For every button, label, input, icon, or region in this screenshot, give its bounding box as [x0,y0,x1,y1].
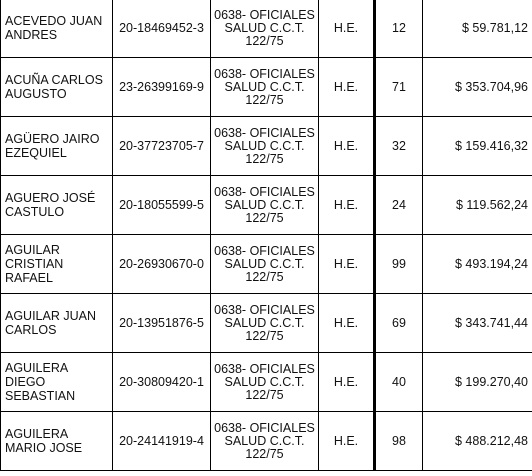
amount: $ 343.741,44 [423,294,532,353]
hours-quantity: 71 [375,58,423,117]
concept-type: H.E. [319,235,375,294]
employee-cuit: 20-13951876-5 [113,294,211,353]
table-row [1,353,532,412]
amount: $ 199.270,40 [423,353,532,412]
employee-cuit: 20-30809420-1 [113,353,211,412]
hours-quantity: 32 [375,117,423,176]
amount: $ 59.781,12 [423,0,532,58]
hours-quantity: 99 [375,235,423,294]
employee-category: 0638- OFICIALES SALUD C.C.T. 122/75 [211,412,319,471]
amount: $ 488.212,48 [423,412,532,471]
table-row [1,176,532,235]
employee-category: 0638- OFICIALES SALUD C.C.T. 122/75 [211,117,319,176]
hours-quantity: 98 [375,412,423,471]
employee-name: AGUILAR CRISTIAN RAFAEL [1,235,113,294]
employee-cuit: 20-18055599-5 [113,176,211,235]
employee-category: 0638- OFICIALES SALUD C.C.T. 122/75 [211,353,319,412]
employee-cuit: 20-24141919-4 [113,412,211,471]
table-row [1,0,532,58]
concept-type: H.E. [319,294,375,353]
employee-cuit: 20-18469452-3 [113,0,211,58]
employee-name: AGUILERA DIEGO SEBASTIAN [1,353,113,412]
employee-cuit: 23-26399169-9 [113,58,211,117]
employee-cuit: 20-37723705-7 [113,117,211,176]
hours-quantity: 69 [375,294,423,353]
employee-category: 0638- OFICIALES SALUD C.C.T. 122/75 [211,235,319,294]
amount: $ 353.704,96 [423,58,532,117]
employee-cuit: 20-26930670-0 [113,235,211,294]
employee-name: AGUERO JOSÉ CASTULO [1,176,113,235]
table-row [1,235,532,294]
concept-type: H.E. [319,117,375,176]
hours-quantity: 40 [375,353,423,412]
amount: $ 493.194,24 [423,235,532,294]
employee-category: 0638- OFICIALES SALUD C.C.T. 122/75 [211,294,319,353]
concept-type: H.E. [319,412,375,471]
employee-name: AGUILERA MARIO JOSE [1,412,113,471]
table-row [1,117,532,176]
amount: $ 119.562,24 [423,176,532,235]
employee-name: AGÜERO JAIRO EZEQUIEL [1,117,113,176]
amount: $ 159.416,32 [423,117,532,176]
table-row [1,412,532,471]
concept-type: H.E. [319,0,375,58]
concept-type: H.E. [319,58,375,117]
employee-category: 0638- OFICIALES SALUD C.C.T. 122/75 [211,176,319,235]
hours-quantity: 24 [375,176,423,235]
employee-category: 0638- OFICIALES SALUD C.C.T. 122/75 [211,58,319,117]
employee-name: ACUÑA CARLOS AUGUSTO [1,58,113,117]
hours-quantity: 12 [375,0,423,58]
table-row [1,294,532,353]
employee-name: AGUILAR JUAN CARLOS [1,294,113,353]
employee-name: ACEVEDO JUAN ANDRES [1,0,113,58]
employee-category: 0638- OFICIALES SALUD C.C.T. 122/75 [211,0,319,58]
concept-type: H.E. [319,353,375,412]
table-row [1,58,532,117]
concept-type: H.E. [319,176,375,235]
